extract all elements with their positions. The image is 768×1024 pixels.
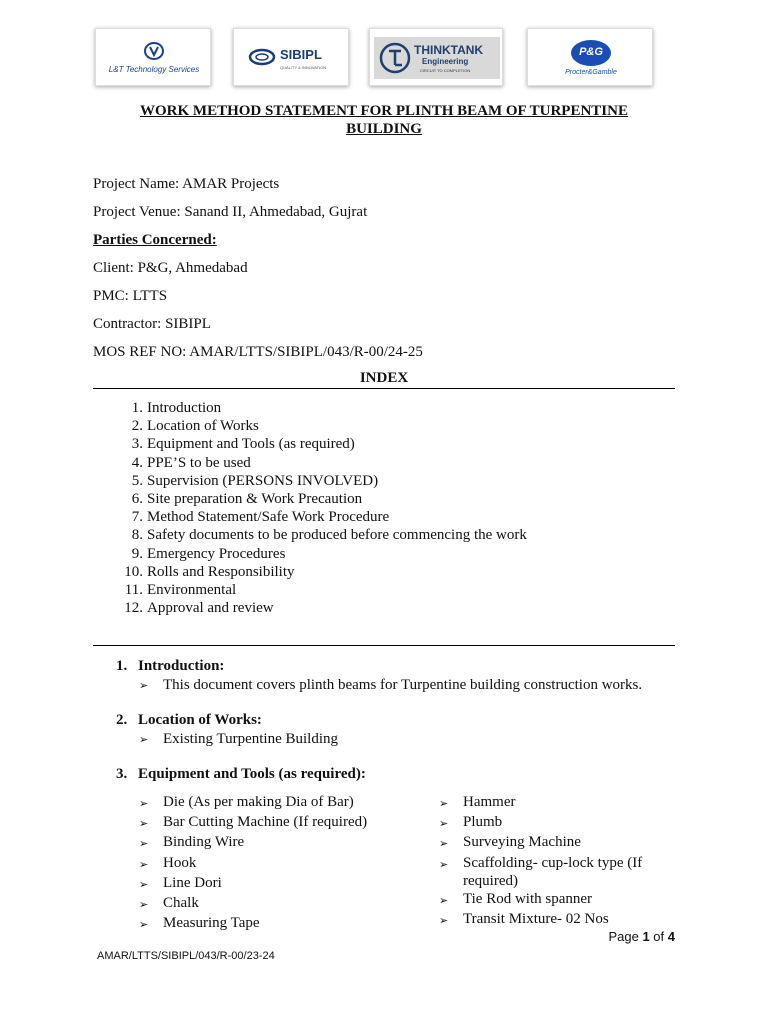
bullet-text: Hook <box>163 854 197 871</box>
bullet-text: Bar Cutting Machine (If required) <box>163 814 368 831</box>
index-text: Introduction <box>147 400 222 416</box>
page-total: 4 <box>667 929 675 944</box>
lnt-emblem-icon <box>96 29 212 87</box>
list-item <box>118 490 527 508</box>
list-item <box>439 833 659 853</box>
section-heading-equipment <box>116 766 366 783</box>
index-number: 10. <box>124 563 143 580</box>
bullet-text: Die (As per making Dia of Bar) <box>163 794 354 810</box>
arrow-bullet-icon: ➢ <box>139 837 149 851</box>
thinktank-logo-subtext: Engineering <box>422 57 469 66</box>
section-number: 3. <box>116 766 128 782</box>
arrow-bullet-icon: ➢ <box>439 894 449 908</box>
arrow-bullet-icon: ➢ <box>439 857 449 871</box>
index-text: Approval and review <box>147 600 274 617</box>
bullet-text: Hammer <box>463 794 516 810</box>
thinktank-logo <box>369 28 503 86</box>
section-title: Introduction: <box>138 658 225 674</box>
lnt-logo <box>95 28 211 86</box>
client: Client: P&G, Ahmedabad <box>93 260 248 276</box>
list-item <box>118 599 527 617</box>
mos-ref: MOS REF NO: AMAR/LTTS/SIBIPL/043/R-00/24-25 <box>93 344 423 360</box>
index-number: 4. <box>131 454 143 471</box>
list-item <box>118 508 527 526</box>
arrow-bullet-icon: ➢ <box>139 733 149 746</box>
lnt-logo-text: L&T Technology Services <box>108 65 200 74</box>
index-number: 5. <box>131 472 143 489</box>
equipment-right-list <box>439 793 659 930</box>
bullet-text: This document covers plinth beams for Turpentine building construction works. <box>163 677 643 693</box>
section-number: 1. <box>116 658 128 674</box>
list-item <box>118 399 527 417</box>
index-number: 3. <box>131 436 143 453</box>
arrow-bullet-icon: ➢ <box>139 857 149 871</box>
arrow-bullet-icon: ➢ <box>439 817 449 831</box>
arrow-bullet-icon: ➢ <box>439 837 449 851</box>
list-item <box>139 730 338 749</box>
index-text: Rolls and Responsibility <box>147 563 295 580</box>
list-item <box>139 854 429 874</box>
index-number: 7. <box>131 509 143 526</box>
index-number: 12. <box>124 600 143 617</box>
pmc: PMC: LTTS <box>93 288 168 304</box>
contractor: Contractor: SIBIPL <box>93 316 211 332</box>
project-venue: Project Venue: Sanand II, Ahmedabad, Gujrat <box>93 204 368 220</box>
list-item <box>139 833 429 853</box>
arrow-bullet-icon: ➢ <box>139 898 149 912</box>
pg-logo-text: P&G <box>579 46 603 58</box>
index-number: 6. <box>131 491 143 508</box>
arrow-bullet-icon: ➢ <box>139 918 149 932</box>
list-item <box>118 545 527 563</box>
list-item <box>118 417 527 435</box>
thinktank-logo-text: THINKTANK <box>414 43 484 57</box>
sibipl-logo <box>233 28 349 86</box>
pg-emblem-icon <box>528 29 654 87</box>
list-item <box>139 793 429 813</box>
bullet-text: Scaffolding- cup-lock type (If required) <box>463 854 643 889</box>
list-item <box>118 526 527 544</box>
project-name: Project Name: AMAR Projects <box>93 176 280 192</box>
bullet-text: Transit Mixture- 02 Nos <box>463 911 609 928</box>
index-text: Environmental <box>147 582 237 599</box>
list-item <box>139 874 429 894</box>
bullet-text: Binding Wire <box>163 834 245 851</box>
bullet-text: Existing Turpentine Building <box>163 731 339 747</box>
sibipl-logo-text: SIBIPL <box>280 47 322 62</box>
list-item <box>139 676 642 695</box>
page-number <box>608 929 675 944</box>
page-of-word: of <box>653 929 665 944</box>
arrow-bullet-icon: ➢ <box>439 914 449 928</box>
index-heading: INDEX <box>359 370 409 386</box>
equipment-left-list <box>139 793 429 934</box>
index-text: Safety documents to be produced before commencing the work <box>147 527 527 544</box>
arrow-bullet-icon: ➢ <box>139 817 149 831</box>
index-text: PPE’S to be used <box>147 454 251 471</box>
index-text: Equipment and Tools (as required) <box>147 436 355 453</box>
bullet-text: Plumb <box>463 814 503 831</box>
list-item <box>439 813 659 833</box>
arrow-bullet-icon: ➢ <box>139 797 149 810</box>
list-item <box>118 563 527 581</box>
sibipl-logo-subtext: QUALITY & INNOVATION <box>280 65 327 70</box>
list-item <box>118 581 527 599</box>
index-number: 11. <box>124 582 143 599</box>
index-text: Method Statement/Safe Work Procedure <box>147 509 390 526</box>
list-item <box>118 472 527 490</box>
list-item <box>439 910 659 930</box>
bullet-text: Line Dori <box>163 874 222 891</box>
list-item <box>139 914 429 934</box>
arrow-bullet-icon: ➢ <box>139 679 149 692</box>
section-heading-introduction <box>116 658 224 675</box>
bullet-text: Tie Rod with spanner <box>463 891 593 908</box>
page-word: Page <box>608 929 639 944</box>
index-text: Site preparation & Work Precaution <box>147 491 363 508</box>
list-item <box>139 894 429 914</box>
index-text: Emergency Procedures <box>147 545 286 562</box>
arrow-bullet-icon: ➢ <box>439 797 449 810</box>
section-title: Location of Works: <box>138 712 262 728</box>
bullet-text: Measuring Tape <box>163 915 260 932</box>
bullet-text: Surveying Machine <box>463 834 581 851</box>
index-top-rule <box>93 388 675 389</box>
index-text: Supervision (PERSONS INVOLVED) <box>147 472 379 489</box>
bullet-text: Chalk <box>163 895 199 912</box>
index-bottom-rule <box>93 645 675 646</box>
document-title-line-2: BUILDING <box>346 121 422 137</box>
logo-bar <box>95 28 655 88</box>
document-title <box>93 102 675 138</box>
index-list <box>118 399 527 617</box>
arrow-bullet-icon: ➢ <box>139 877 149 891</box>
list-item <box>139 813 429 833</box>
index-number: 2. <box>131 418 143 435</box>
index-number: 8. <box>131 527 143 544</box>
pg-logo-subtext: Procter&Gamble <box>565 69 617 76</box>
list-item <box>118 454 527 472</box>
index-number: 9. <box>131 545 143 562</box>
list-item <box>439 793 659 813</box>
thinktank-logo-tagline: CIRCUIT TO COMPLETION <box>420 68 471 73</box>
footer-reference: AMAR/LTTS/SIBIPL/043/R-00/23-24 <box>97 950 275 962</box>
sibipl-emblem-icon <box>244 29 284 87</box>
pg-logo <box>527 28 653 86</box>
section-title: Equipment and Tools (as required): <box>138 766 366 782</box>
document-title-line-1: WORK METHOD STATEMENT FOR PLINTH BEAM OF TURPENTINE <box>140 103 628 119</box>
list-item <box>439 854 659 890</box>
page-current: 1 <box>642 929 650 944</box>
index-text: Location of Works <box>147 418 259 435</box>
section-number: 2. <box>116 712 128 728</box>
list-item <box>118 435 527 453</box>
section-heading-location <box>116 712 262 729</box>
list-item <box>439 890 659 910</box>
parties-heading: Parties Concerned: <box>93 232 217 248</box>
thinktank-emblem-icon <box>378 37 414 79</box>
index-number: 1. <box>131 400 143 416</box>
